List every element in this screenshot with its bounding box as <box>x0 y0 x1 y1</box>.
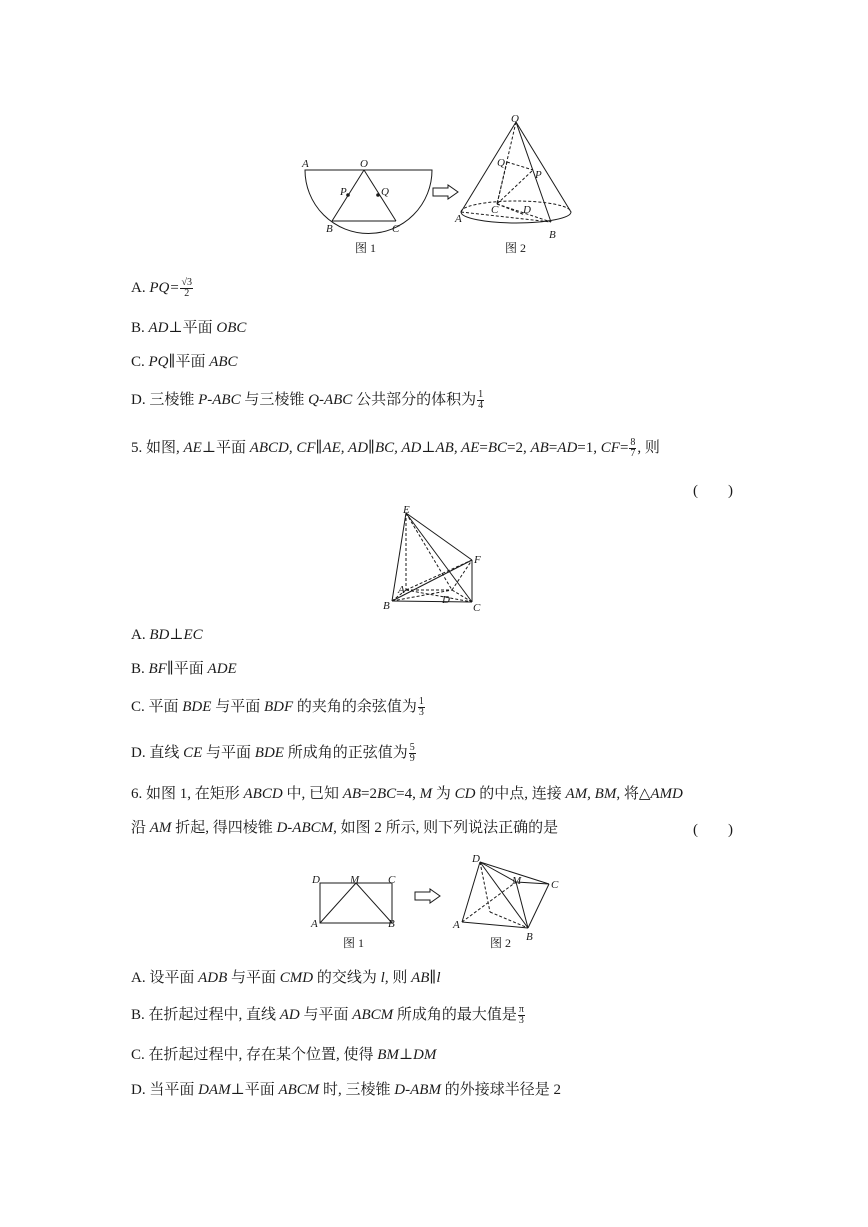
q5-option-d: D. 直线 CE 与平面 BDE 所成角的正弦值为 $\frac{5}{9}$ <box>131 742 415 765</box>
q4-option-a: A. PQ= $\frac{√3}{2}$ <box>131 277 192 300</box>
label-B: B <box>326 223 333 235</box>
q6-option-d: D. 当平面 DAM⊥平面 ABCM 时, 三棱锥 D-ABM 的外接球半径是 2 <box>131 1082 561 1098</box>
q6-option-c: C. 在折起过程中, 存在某个位置, 使得 BM⊥DM <box>131 1047 437 1063</box>
cone-label-C: C <box>491 204 499 216</box>
label-O: O <box>360 158 368 170</box>
fraction: $\frac{1}{4}$ <box>478 389 484 412</box>
q4-option-d: D. 三棱锥 P-ABC 与三棱锥 Q-ABC 公共部分的体积为 $\frac{1}{4}$ <box>131 389 484 412</box>
cone-label-Q: Q <box>497 157 505 169</box>
figure-semicircle <box>300 150 440 260</box>
q5-label-D: D <box>442 594 450 606</box>
q5-label-E: E <box>403 504 410 516</box>
fraction: $\frac{1}{3}$ <box>418 696 424 719</box>
q5-label-A: A <box>398 584 405 596</box>
label-C: C <box>392 223 400 235</box>
q6f2-label-B: B <box>526 931 533 943</box>
q5-stem: 5. 如图, AE⊥平面 ABCD, CF∥AE, AD∥BC, AD⊥AB, AE=BC=2, AB=AD=1, CF= $\frac{8}{7}$ , 则 <box>131 437 660 460</box>
q6-fig1-caption: 图 1 <box>343 936 365 950</box>
q5-label-B: B <box>383 600 390 612</box>
q6f1-label-C: C <box>388 874 396 886</box>
fig2-caption: 图 2 <box>505 241 527 255</box>
figure-q5-solid <box>383 505 493 615</box>
arrow-icon <box>414 888 442 904</box>
q6-option-b: B. 在折起过程中, 直线 AD 与平面 ABCM 所成角的最大值是 $\frac{\pi}{3}$ <box>131 1004 524 1027</box>
figure-cone <box>455 112 580 257</box>
q6f1-label-A: A <box>311 918 318 930</box>
cone-label-D: D <box>523 204 531 216</box>
figure-q6-pyramid <box>450 850 565 950</box>
q6f2-label-A: A <box>453 919 460 931</box>
q4-option-b: B. AD⊥平面 OBC <box>131 320 247 336</box>
fig1-caption: 图 1 <box>355 241 377 255</box>
fraction: $\frac{5}{9}$ <box>409 742 415 765</box>
label-P: P <box>340 186 347 198</box>
fraction: $\frac{\pi}{3}$ <box>518 1004 524 1027</box>
q5-option-a: A. BD⊥EC <box>131 627 203 643</box>
q6f2-label-M: M <box>512 875 522 887</box>
q5-option-c: C. 平面 BDE 与平面 BDF 的夹角的余弦值为 $\frac{1}{3}$ <box>131 696 424 719</box>
figure-q6-rectangle <box>310 870 405 950</box>
q6-answer-paren: ( ) <box>693 822 733 838</box>
q6f2-label-C: C <box>551 879 559 891</box>
q5-option-b: B. BF∥平面 ADE <box>131 661 237 677</box>
q5-answer-paren: ( ) <box>693 483 733 499</box>
q6-option-a: A. 设平面 ADB 与平面 CMD 的交线为 l, 则 AB∥l <box>131 970 441 986</box>
fraction: $\frac{√3}{2}$ <box>181 277 192 300</box>
q5-label-C: C <box>473 602 481 614</box>
q6-stem-line2: 沿 AM 折起, 得四棱锥 D-ABCM, 如图 2 所示, 则下列说法正确的是 <box>131 820 559 836</box>
q6f1-label-D: D <box>312 874 320 886</box>
q6f1-label-M: M <box>350 874 360 886</box>
label-A: A <box>302 158 309 170</box>
cone-label-O: O <box>511 113 519 125</box>
q6-stem-line1: 6. 如图 1, 在矩形 ABCD 中, 已知 AB=2BC=4, M 为 CD 的中点, 连接 AM, BM, 将△AMD <box>131 786 683 802</box>
cone-label-B: B <box>549 229 556 241</box>
cone-label-P: P <box>535 169 542 181</box>
q6f2-label-D: D <box>472 853 480 865</box>
label-Q: Q <box>381 186 389 198</box>
fraction: $\frac{8}{7}$ <box>630 437 636 460</box>
q5-label-F: F <box>474 554 481 566</box>
q6f1-label-B: B <box>388 918 395 930</box>
q6-fig2-caption: 图 2 <box>490 936 512 950</box>
cone-label-A: A <box>455 213 462 225</box>
q4-option-c: C. PQ∥平面 ABC <box>131 354 238 370</box>
